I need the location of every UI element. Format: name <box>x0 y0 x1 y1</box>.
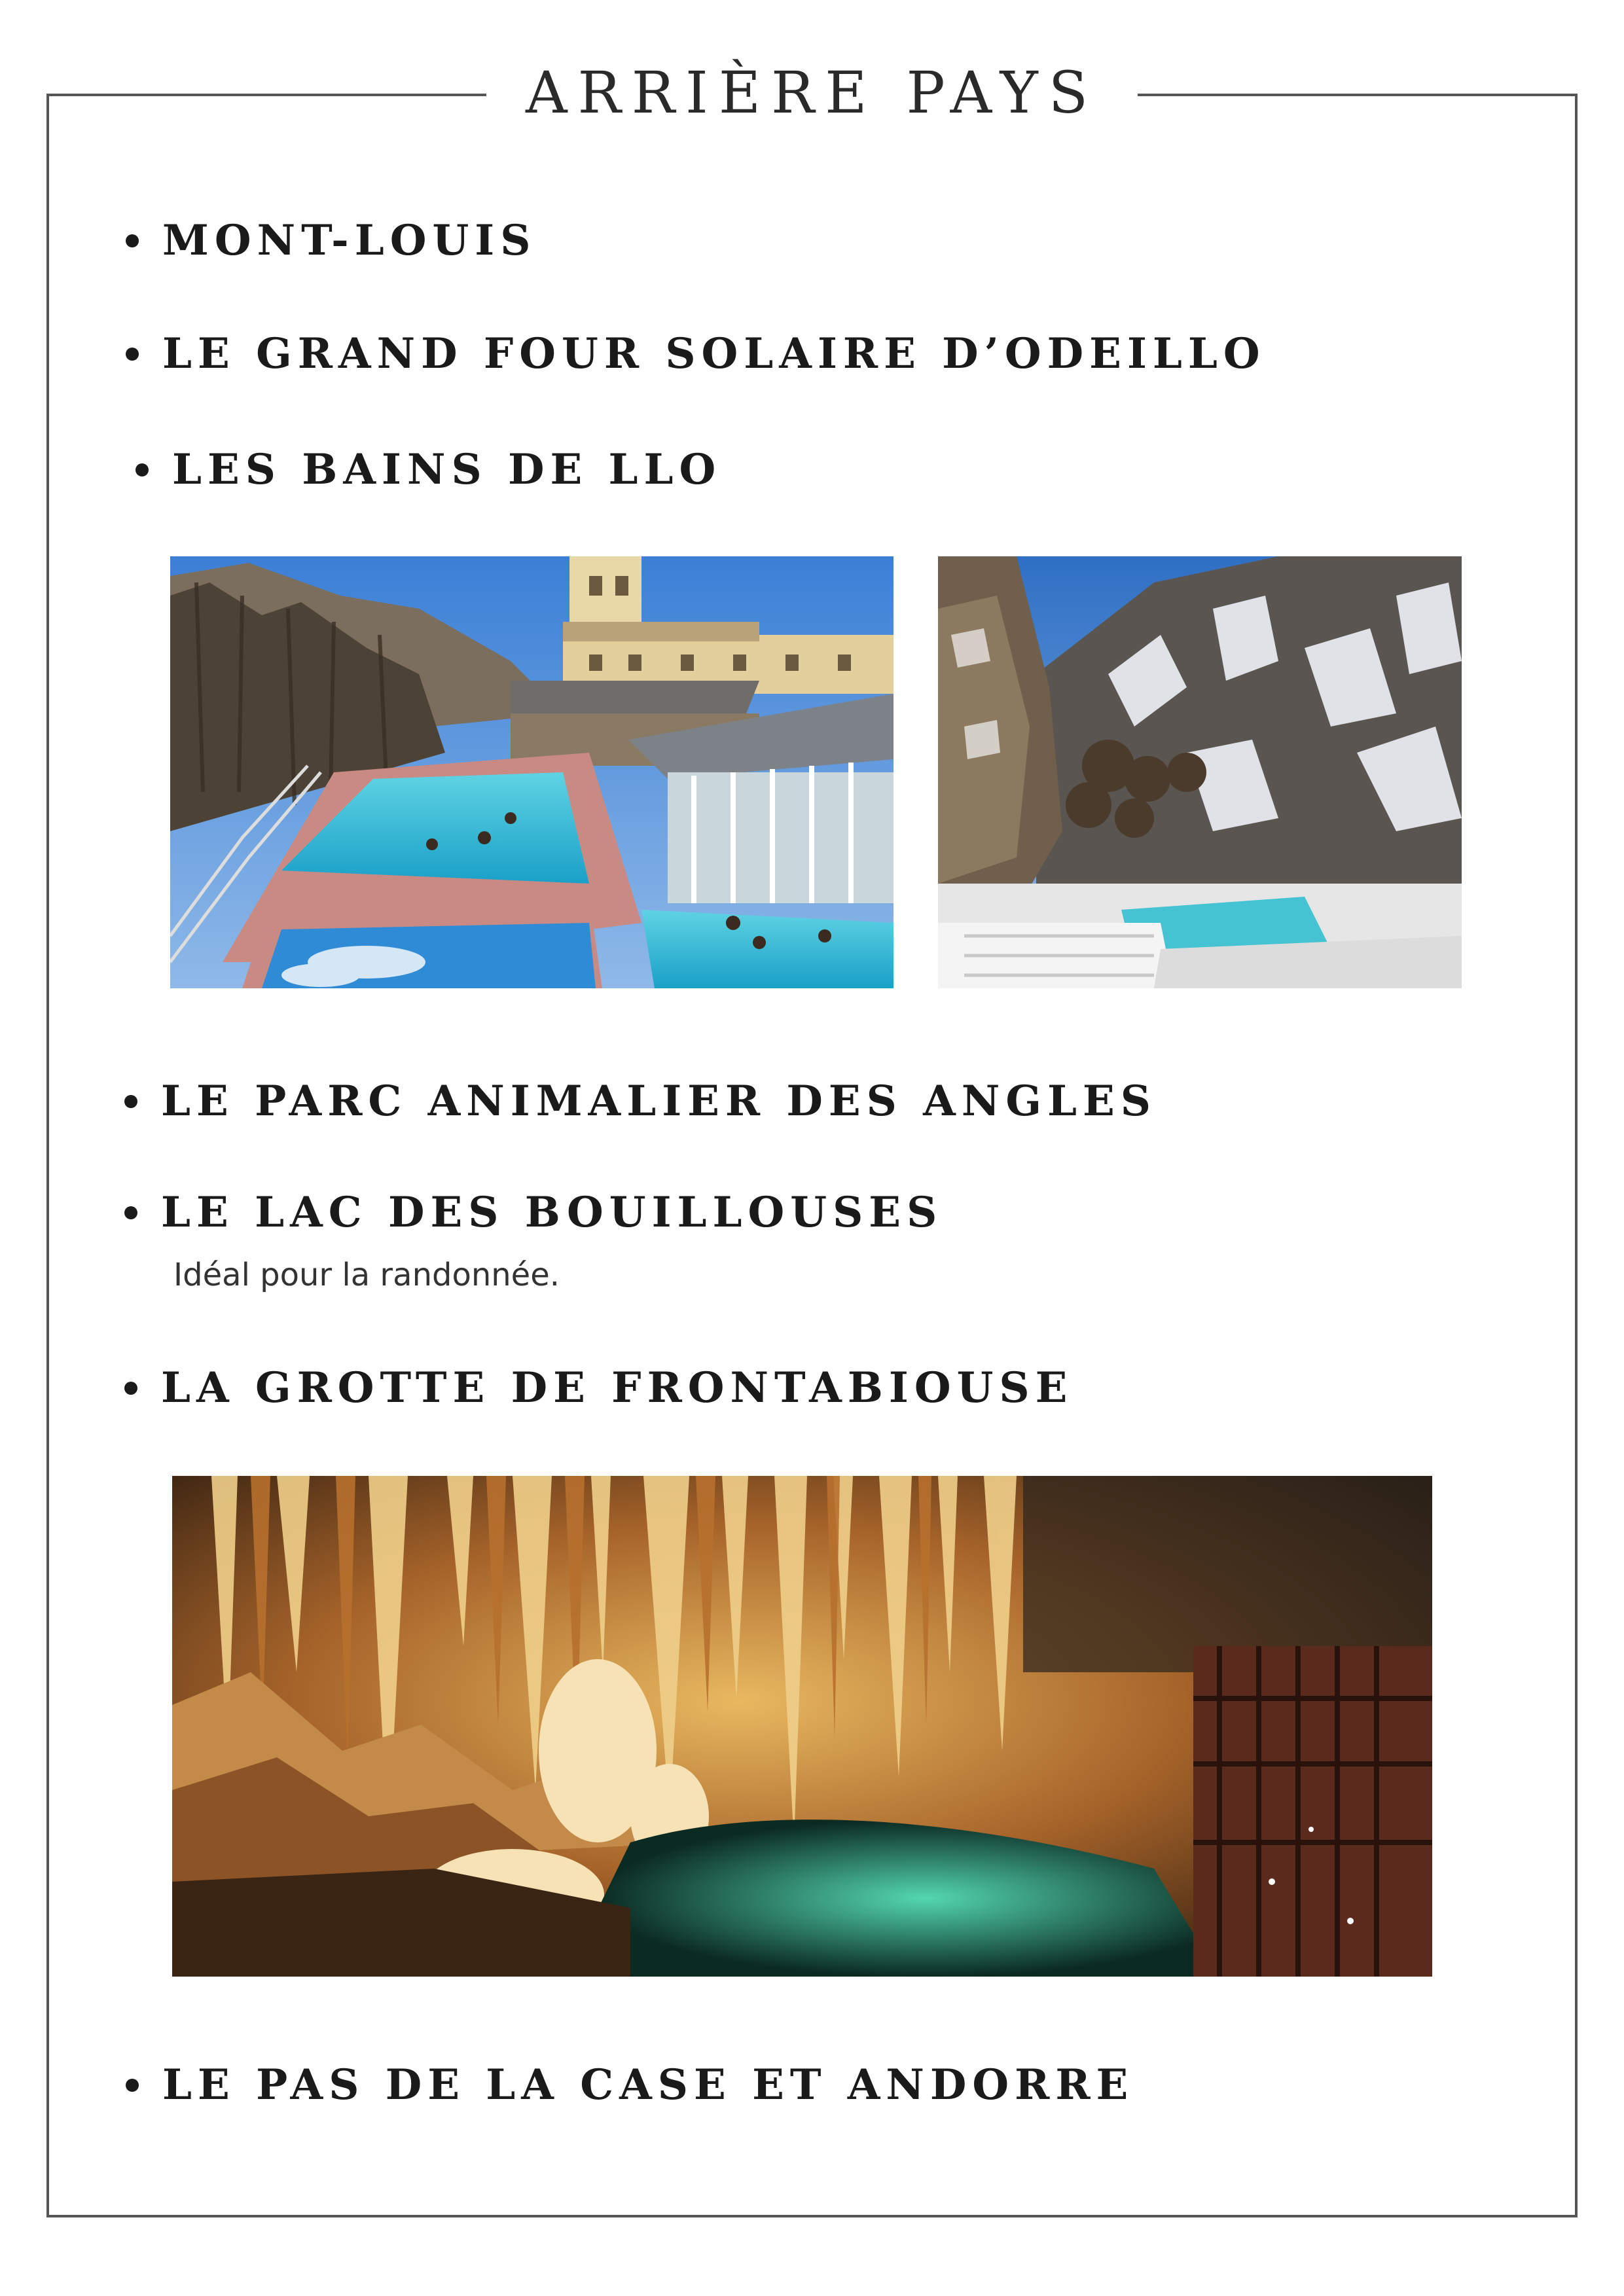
item-note-bouillouses: Idéal pour la randonnée. <box>173 1257 560 1293</box>
photo-grotte-image <box>172 1476 1432 1977</box>
item-label: LE PARC ANIMALIER DES ANGLES <box>161 1077 1157 1126</box>
photo-grotte <box>172 1476 1432 1977</box>
bullet-icon <box>124 1206 137 1219</box>
bullet-icon <box>126 234 139 247</box>
item-label: LES BAINS DE LLO <box>172 445 722 494</box>
bullet-icon <box>124 1382 137 1395</box>
item-label: LE GRAND FOUR SOLAIRE D’ODEILLO <box>162 329 1266 378</box>
bullet-icon <box>126 2079 139 2092</box>
list-item-four-solaire <box>126 329 1266 378</box>
page-title: ARRIÈRE PAYS <box>486 59 1138 126</box>
list-item-bains-de-llo <box>135 445 721 494</box>
list-item-parc-animalier <box>124 1077 1157 1126</box>
photo-bains-de-llo-pools <box>170 556 893 988</box>
item-label: LE LAC DES BOUILLOUSES <box>161 1188 943 1237</box>
item-label: LE PAS DE LA CASE ET ANDORRE <box>162 2060 1134 2109</box>
list-item-lac-des-bouillouses <box>124 1188 943 1237</box>
bullet-icon <box>126 348 139 361</box>
bullet-icon <box>135 463 149 476</box>
list-item-grotte-frontabiouse <box>124 1363 1073 1412</box>
item-label: MONT-LOUIS <box>162 216 537 265</box>
list-item-pas-de-la-case <box>126 2060 1134 2109</box>
photo-bains-de-llo-gorge-image <box>938 556 1462 988</box>
item-label: LA GROTTE DE FRONTABIOUSE <box>161 1363 1074 1412</box>
photo-bains-de-llo-pools-image <box>170 556 893 988</box>
list-item-mont-louis <box>126 216 536 265</box>
bullet-icon <box>124 1095 137 1108</box>
photo-bains-de-llo-gorge <box>938 556 1462 988</box>
